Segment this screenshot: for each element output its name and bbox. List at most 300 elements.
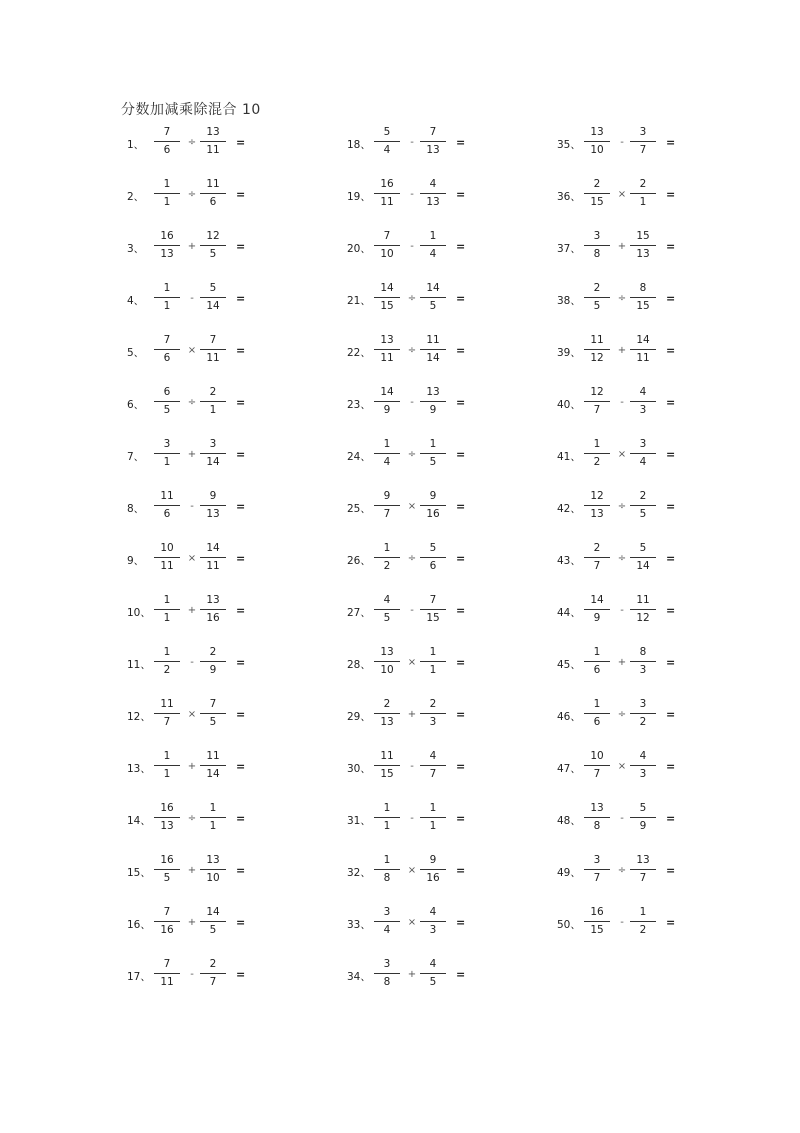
equals-sign: = bbox=[456, 864, 466, 877]
numerator: 11 bbox=[590, 334, 604, 346]
fraction-a bbox=[152, 387, 182, 415]
denominator: 14 bbox=[636, 559, 650, 572]
numerator: 12 bbox=[590, 386, 604, 398]
fraction-a bbox=[372, 439, 402, 467]
problem-row bbox=[557, 899, 797, 951]
denominator: 11 bbox=[380, 351, 394, 364]
numerator: 2 bbox=[383, 698, 391, 710]
problem-row bbox=[557, 223, 797, 275]
denominator: 4 bbox=[383, 923, 391, 936]
numerator: 4 bbox=[429, 750, 437, 762]
problem-number: 24、 bbox=[347, 451, 371, 463]
numerator: 1 bbox=[639, 906, 647, 918]
fraction-b bbox=[418, 647, 448, 675]
denominator: 9 bbox=[593, 611, 601, 624]
fraction-b bbox=[418, 699, 448, 727]
problem-row bbox=[347, 379, 587, 431]
problem-number: 35、 bbox=[557, 139, 581, 151]
problem-number: 7、 bbox=[127, 451, 145, 463]
numerator: 14 bbox=[380, 282, 394, 294]
denominator: 15 bbox=[380, 767, 394, 780]
numerator: 7 bbox=[429, 594, 437, 606]
fraction-b bbox=[198, 543, 228, 571]
equals-sign: = bbox=[666, 604, 676, 617]
denominator: 11 bbox=[160, 975, 174, 988]
problem-number: 22、 bbox=[347, 347, 371, 359]
fraction-b bbox=[628, 491, 658, 519]
numerator: 4 bbox=[429, 178, 437, 190]
operator: - bbox=[190, 969, 194, 980]
numerator: 3 bbox=[209, 438, 217, 450]
fraction-b bbox=[628, 439, 658, 467]
fraction-b bbox=[628, 803, 658, 831]
numerator: 5 bbox=[383, 126, 391, 138]
denominator: 7 bbox=[639, 871, 647, 884]
denominator: 3 bbox=[429, 923, 437, 936]
problem-number: 41、 bbox=[557, 451, 581, 463]
numerator: 14 bbox=[590, 594, 604, 606]
fraction-a bbox=[372, 127, 402, 155]
operator: - bbox=[190, 657, 194, 668]
problem-row bbox=[347, 587, 587, 639]
problem-number: 18、 bbox=[347, 139, 371, 151]
equals-sign: = bbox=[666, 396, 676, 409]
operator: × bbox=[617, 449, 627, 460]
equals-sign: = bbox=[666, 812, 676, 825]
equals-sign: = bbox=[236, 500, 246, 513]
problem-number: 36、 bbox=[557, 191, 581, 203]
problem-number: 32、 bbox=[347, 867, 371, 879]
operator: ÷ bbox=[187, 137, 197, 148]
problem-row bbox=[347, 223, 587, 275]
denominator: 5 bbox=[429, 455, 437, 468]
problem-number: 13、 bbox=[127, 763, 151, 775]
operator: - bbox=[620, 397, 624, 408]
numerator: 1 bbox=[593, 698, 601, 710]
denominator: 2 bbox=[383, 559, 391, 572]
denominator: 6 bbox=[429, 559, 437, 572]
operator: - bbox=[410, 761, 414, 772]
fraction-b bbox=[198, 491, 228, 519]
problem-number: 10、 bbox=[127, 607, 151, 619]
numerator: 9 bbox=[209, 490, 217, 502]
problem-row bbox=[127, 847, 367, 899]
fraction-a bbox=[152, 751, 182, 779]
equals-sign: = bbox=[236, 812, 246, 825]
denominator: 12 bbox=[590, 351, 604, 364]
denominator: 14 bbox=[206, 455, 220, 468]
numerator: 7 bbox=[209, 334, 217, 346]
numerator: 1 bbox=[429, 646, 437, 658]
fraction-a bbox=[372, 907, 402, 935]
fraction-b bbox=[628, 387, 658, 415]
denominator: 1 bbox=[639, 195, 647, 208]
equals-sign: = bbox=[456, 188, 466, 201]
denominator: 5 bbox=[429, 975, 437, 988]
fraction-b bbox=[418, 959, 448, 987]
fraction-b bbox=[628, 907, 658, 935]
equals-sign: = bbox=[236, 448, 246, 461]
denominator: 5 bbox=[383, 611, 391, 624]
problem-number: 19、 bbox=[347, 191, 371, 203]
fraction-b bbox=[418, 855, 448, 883]
fraction-a bbox=[582, 647, 612, 675]
fraction-b bbox=[628, 855, 658, 883]
fraction-b bbox=[418, 127, 448, 155]
denominator: 6 bbox=[593, 663, 601, 676]
equals-sign: = bbox=[456, 396, 466, 409]
numerator: 2 bbox=[639, 178, 647, 190]
fraction-b bbox=[418, 335, 448, 363]
denominator: 3 bbox=[639, 663, 647, 676]
problem-number: 40、 bbox=[557, 399, 581, 411]
problem-row bbox=[347, 951, 587, 1003]
fraction-b bbox=[628, 335, 658, 363]
denominator: 10 bbox=[380, 663, 394, 676]
numerator: 8 bbox=[639, 282, 647, 294]
fraction-a bbox=[152, 855, 182, 883]
problem-number: 14、 bbox=[127, 815, 151, 827]
fraction-b bbox=[418, 231, 448, 259]
numerator: 1 bbox=[163, 594, 171, 606]
problem-number: 28、 bbox=[347, 659, 371, 671]
problem-row bbox=[347, 743, 587, 795]
denominator: 4 bbox=[383, 143, 391, 156]
problem-row bbox=[127, 691, 367, 743]
operator: + bbox=[187, 241, 197, 252]
problem-row bbox=[557, 431, 797, 483]
numerator: 11 bbox=[160, 698, 174, 710]
denominator: 6 bbox=[163, 351, 171, 364]
numerator: 3 bbox=[383, 958, 391, 970]
problem-number: 23、 bbox=[347, 399, 371, 411]
fraction-a bbox=[582, 855, 612, 883]
problem-column-2 bbox=[347, 119, 587, 1003]
denominator: 16 bbox=[206, 611, 220, 624]
denominator: 11 bbox=[206, 143, 220, 156]
operator: + bbox=[617, 345, 627, 356]
denominator: 8 bbox=[383, 871, 391, 884]
numerator: 5 bbox=[429, 542, 437, 554]
numerator: 1 bbox=[383, 854, 391, 866]
operator: ÷ bbox=[187, 189, 197, 200]
numerator: 3 bbox=[593, 854, 601, 866]
equals-sign: = bbox=[456, 708, 466, 721]
denominator: 1 bbox=[163, 299, 171, 312]
denominator: 13 bbox=[590, 507, 604, 520]
operator: ÷ bbox=[617, 293, 627, 304]
fraction-b bbox=[198, 959, 228, 987]
numerator: 13 bbox=[206, 594, 220, 606]
numerator: 11 bbox=[636, 594, 650, 606]
fraction-a bbox=[152, 543, 182, 571]
numerator: 14 bbox=[206, 906, 220, 918]
denominator: 6 bbox=[593, 715, 601, 728]
problem-row bbox=[347, 431, 587, 483]
numerator: 2 bbox=[209, 646, 217, 658]
denominator: 11 bbox=[206, 351, 220, 364]
operator: × bbox=[407, 657, 417, 668]
problem-row bbox=[127, 587, 367, 639]
equals-sign: = bbox=[456, 760, 466, 773]
numerator: 3 bbox=[383, 906, 391, 918]
problem-number: 6、 bbox=[127, 399, 145, 411]
operator: × bbox=[407, 501, 417, 512]
operator: × bbox=[617, 761, 627, 772]
denominator: 1 bbox=[163, 611, 171, 624]
operator: - bbox=[190, 501, 194, 512]
fraction-a bbox=[152, 283, 182, 311]
numerator: 9 bbox=[429, 854, 437, 866]
fraction-b bbox=[418, 179, 448, 207]
numerator: 13 bbox=[426, 386, 440, 398]
numerator: 5 bbox=[639, 542, 647, 554]
denominator: 7 bbox=[593, 403, 601, 416]
fraction-b bbox=[198, 231, 228, 259]
problem-row bbox=[127, 171, 367, 223]
problem-column-3 bbox=[557, 119, 797, 951]
denominator: 3 bbox=[639, 767, 647, 780]
numerator: 14 bbox=[380, 386, 394, 398]
equals-sign: = bbox=[236, 968, 246, 981]
numerator: 4 bbox=[639, 386, 647, 398]
fraction-b bbox=[198, 855, 228, 883]
fraction-a bbox=[152, 907, 182, 935]
equals-sign: = bbox=[236, 292, 246, 305]
denominator: 13 bbox=[206, 507, 220, 520]
denominator: 7 bbox=[593, 767, 601, 780]
fraction-b bbox=[628, 595, 658, 623]
denominator: 5 bbox=[163, 403, 171, 416]
equals-sign: = bbox=[236, 136, 246, 149]
numerator: 3 bbox=[639, 438, 647, 450]
denominator: 3 bbox=[639, 403, 647, 416]
problem-number: 49、 bbox=[557, 867, 581, 879]
denominator: 16 bbox=[160, 923, 174, 936]
problem-row bbox=[347, 535, 587, 587]
denominator: 5 bbox=[593, 299, 601, 312]
fraction-a bbox=[582, 803, 612, 831]
numerator: 1 bbox=[383, 542, 391, 554]
equals-sign: = bbox=[236, 344, 246, 357]
numerator: 7 bbox=[163, 126, 171, 138]
problem-number: 4、 bbox=[127, 295, 145, 307]
problem-column-1 bbox=[127, 119, 367, 1003]
denominator: 4 bbox=[639, 455, 647, 468]
numerator: 7 bbox=[163, 906, 171, 918]
problem-number: 25、 bbox=[347, 503, 371, 515]
fraction-a bbox=[152, 595, 182, 623]
problem-number: 50、 bbox=[557, 919, 581, 931]
fraction-a bbox=[372, 283, 402, 311]
denominator: 9 bbox=[383, 403, 391, 416]
problem-row bbox=[127, 431, 367, 483]
numerator: 14 bbox=[636, 334, 650, 346]
fraction-b bbox=[418, 907, 448, 935]
denominator: 7 bbox=[429, 767, 437, 780]
fraction-b bbox=[628, 283, 658, 311]
numerator: 6 bbox=[163, 386, 171, 398]
problem-number: 8、 bbox=[127, 503, 145, 515]
fraction-b bbox=[418, 751, 448, 779]
problem-number: 30、 bbox=[347, 763, 371, 775]
numerator: 15 bbox=[636, 230, 650, 242]
operator: - bbox=[410, 137, 414, 148]
operator: + bbox=[187, 449, 197, 460]
problem-row bbox=[557, 483, 797, 535]
problem-row bbox=[127, 379, 367, 431]
operator: ÷ bbox=[407, 345, 417, 356]
operator: × bbox=[407, 917, 417, 928]
operator: × bbox=[617, 189, 627, 200]
denominator: 6 bbox=[163, 507, 171, 520]
operator: × bbox=[187, 553, 197, 564]
equals-sign: = bbox=[236, 604, 246, 617]
equals-sign: = bbox=[456, 500, 466, 513]
operator: ÷ bbox=[187, 813, 197, 824]
fraction-a bbox=[582, 283, 612, 311]
fraction-b bbox=[418, 543, 448, 571]
fraction-a bbox=[372, 491, 402, 519]
fraction-a bbox=[582, 439, 612, 467]
denominator: 11 bbox=[206, 559, 220, 572]
numerator: 11 bbox=[160, 490, 174, 502]
fraction-b bbox=[628, 751, 658, 779]
numerator: 2 bbox=[429, 698, 437, 710]
fraction-b bbox=[418, 387, 448, 415]
problem-number: 45、 bbox=[557, 659, 581, 671]
numerator: 1 bbox=[383, 438, 391, 450]
fraction-a bbox=[582, 387, 612, 415]
numerator: 16 bbox=[160, 230, 174, 242]
problem-row bbox=[557, 795, 797, 847]
fraction-a bbox=[582, 907, 612, 935]
denominator: 13 bbox=[160, 819, 174, 832]
denominator: 10 bbox=[590, 143, 604, 156]
numerator: 1 bbox=[163, 282, 171, 294]
equals-sign: = bbox=[456, 656, 466, 669]
denominator: 15 bbox=[590, 195, 604, 208]
denominator: 1 bbox=[383, 819, 391, 832]
denominator: 7 bbox=[593, 871, 601, 884]
denominator: 13 bbox=[426, 143, 440, 156]
numerator: 16 bbox=[590, 906, 604, 918]
denominator: 1 bbox=[163, 455, 171, 468]
operator: ÷ bbox=[617, 709, 627, 720]
equals-sign: = bbox=[236, 188, 246, 201]
denominator: 5 bbox=[209, 247, 217, 260]
problem-number: 5、 bbox=[127, 347, 145, 359]
problem-row bbox=[557, 535, 797, 587]
denominator: 2 bbox=[639, 715, 647, 728]
problem-number: 1、 bbox=[127, 139, 145, 151]
numerator: 2 bbox=[593, 542, 601, 554]
operator: ÷ bbox=[407, 293, 417, 304]
operator: - bbox=[410, 605, 414, 616]
operator: ÷ bbox=[617, 501, 627, 512]
denominator: 5 bbox=[209, 715, 217, 728]
numerator: 13 bbox=[590, 802, 604, 814]
equals-sign: = bbox=[666, 136, 676, 149]
denominator: 3 bbox=[429, 715, 437, 728]
fraction-a bbox=[152, 959, 182, 987]
denominator: 15 bbox=[380, 299, 394, 312]
numerator: 13 bbox=[636, 854, 650, 866]
fraction-b bbox=[628, 231, 658, 259]
operator: - bbox=[620, 605, 624, 616]
fraction-a bbox=[582, 127, 612, 155]
equals-sign: = bbox=[666, 344, 676, 357]
fraction-b bbox=[628, 647, 658, 675]
denominator: 10 bbox=[380, 247, 394, 260]
numerator: 3 bbox=[163, 438, 171, 450]
problem-number: 37、 bbox=[557, 243, 581, 255]
numerator: 16 bbox=[160, 802, 174, 814]
numerator: 2 bbox=[593, 282, 601, 294]
denominator: 1 bbox=[209, 403, 217, 416]
denominator: 1 bbox=[163, 767, 171, 780]
equals-sign: = bbox=[456, 552, 466, 565]
problem-row bbox=[127, 951, 367, 1003]
numerator: 4 bbox=[429, 958, 437, 970]
equals-sign: = bbox=[666, 916, 676, 929]
problem-row bbox=[557, 847, 797, 899]
problem-number: 26、 bbox=[347, 555, 371, 567]
numerator: 7 bbox=[209, 698, 217, 710]
fraction-a bbox=[372, 751, 402, 779]
numerator: 7 bbox=[429, 126, 437, 138]
denominator: 1 bbox=[429, 819, 437, 832]
equals-sign: = bbox=[666, 708, 676, 721]
numerator: 11 bbox=[206, 750, 220, 762]
operator: - bbox=[620, 137, 624, 148]
problem-row bbox=[347, 639, 587, 691]
problem-number: 31、 bbox=[347, 815, 371, 827]
numerator: 10 bbox=[590, 750, 604, 762]
numerator: 13 bbox=[380, 334, 394, 346]
problem-number: 21、 bbox=[347, 295, 371, 307]
numerator: 3 bbox=[593, 230, 601, 242]
numerator: 4 bbox=[383, 594, 391, 606]
equals-sign: = bbox=[666, 864, 676, 877]
numerator: 2 bbox=[593, 178, 601, 190]
fraction-a bbox=[582, 179, 612, 207]
fraction-a bbox=[582, 543, 612, 571]
operator: - bbox=[410, 241, 414, 252]
denominator: 16 bbox=[426, 507, 440, 520]
denominator: 8 bbox=[593, 247, 601, 260]
equals-sign: = bbox=[666, 240, 676, 253]
numerator: 9 bbox=[383, 490, 391, 502]
denominator: 7 bbox=[209, 975, 217, 988]
numerator: 1 bbox=[593, 438, 601, 450]
equals-sign: = bbox=[456, 292, 466, 305]
problem-row bbox=[127, 639, 367, 691]
problem-number: 27、 bbox=[347, 607, 371, 619]
denominator: 12 bbox=[636, 611, 650, 624]
fraction-a bbox=[372, 179, 402, 207]
equals-sign: = bbox=[236, 552, 246, 565]
denominator: 5 bbox=[429, 299, 437, 312]
equals-sign: = bbox=[236, 760, 246, 773]
numerator: 2 bbox=[639, 490, 647, 502]
problem-number: 15、 bbox=[127, 867, 151, 879]
denominator: 5 bbox=[639, 507, 647, 520]
problem-row bbox=[557, 171, 797, 223]
operator: - bbox=[620, 813, 624, 824]
fraction-b bbox=[198, 699, 228, 727]
equals-sign: = bbox=[666, 552, 676, 565]
